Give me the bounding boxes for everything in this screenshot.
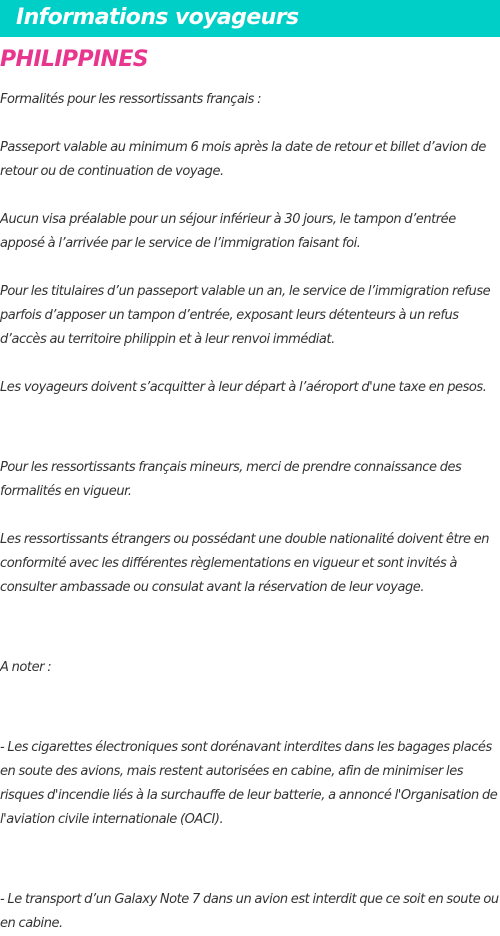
- paragraph-passport: Passeport valable au minimum 6 mois après la date de retour et billet d’avion de retour ou de continuation de voyage.: [0, 140, 486, 179]
- paragraph-formalities-intro: Formalités pour les ressortissants français :: [0, 92, 262, 107]
- page-title: Informations voyageurs: [16, 5, 299, 30]
- country-heading: PHILIPPINES: [0, 47, 149, 72]
- paragraph-note-heading: A noter :: [0, 660, 52, 675]
- paragraph-departure-tax: Les voyageurs doivent s’acquitter à leur départ à l’aéroport d'une taxe en pesos.: [0, 380, 487, 395]
- paragraph-galaxy-note: - Le transport d’un Galaxy Note 7 dans un avion est interdit que ce soit en soute ou en cabine.: [0, 892, 499, 931]
- header-bar: [0, 0, 500, 37]
- paragraph-e-cigarettes: - Les cigarettes électroniques sont dorénavant interdites dans les bagages placés en soute des avions, mais restent autorisées en cabine, afin de minimiser les risques d'incendie liés à la surchauffe de leur batterie, a annoncé l'Organisation de l'aviation civile internationale (OACI).: [0, 740, 498, 827]
- paragraph-minors: Pour les ressortissants français mineurs, merci de prendre connaissance des formalités en vigueur.: [0, 460, 462, 499]
- paragraph-visa: Aucun visa préalable pour un séjour inférieur à 30 jours, le tampon d’entrée apposé à l’arrivée par le service de l’immigration faisant foi.: [0, 212, 456, 251]
- paragraph-foreign-nationals: Les ressortissants étrangers ou possédant une double nationalité doivent être en conformité avec les différentes règlementations en vigueur et sont invités à consulter ambassade ou consulat avant la réservation de leur voyage.: [0, 532, 490, 595]
- paragraph-entry-stamp: Pour les titulaires d’un passeport valable un an, le service de l’immigration refuse parfois d’apposer un tampon d’entrée, exposant leurs détenteurs à un refus d’accès au territoire philippin et à leur renvoi immédiat.: [0, 284, 491, 347]
